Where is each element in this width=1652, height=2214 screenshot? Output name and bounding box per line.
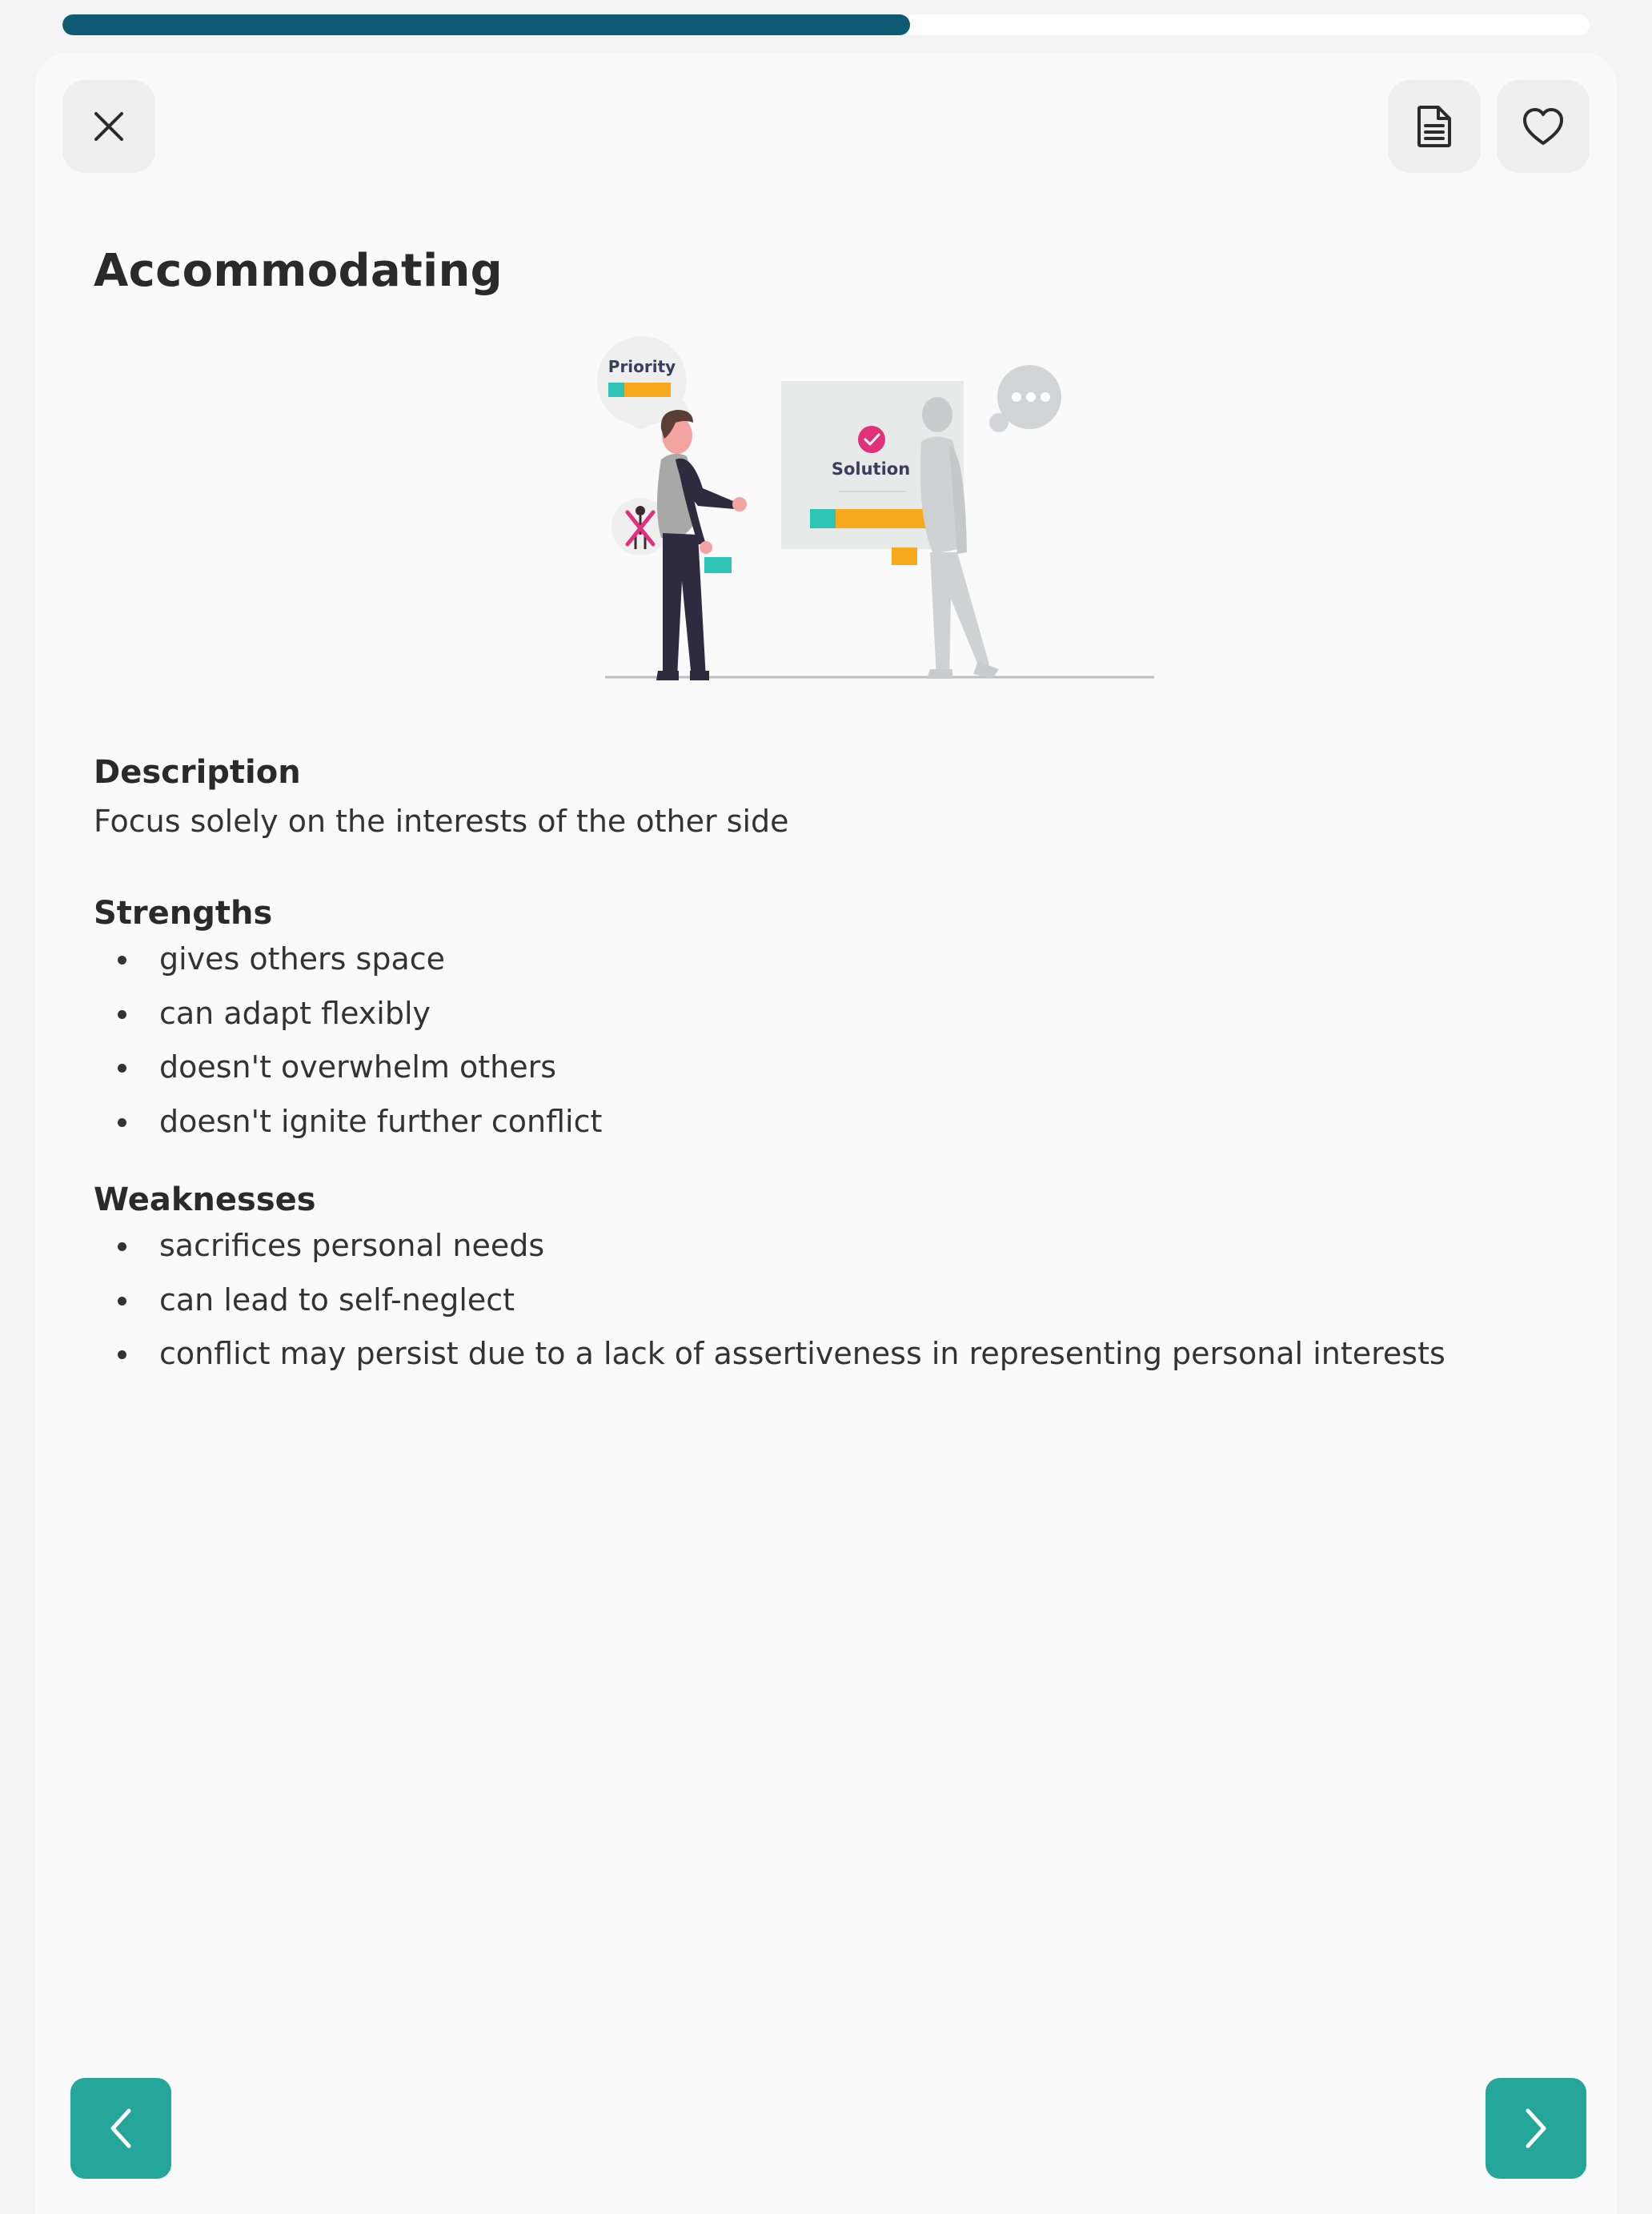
bullet-icon: [118, 1297, 126, 1306]
bullet-icon: [118, 1064, 126, 1073]
accommodating-illustration: [557, 317, 1165, 693]
page-title: Accommodating: [94, 245, 503, 297]
bullet-icon: [118, 1010, 126, 1019]
list-item: can adapt flexibly: [35, 993, 602, 1047]
heart-icon: [1522, 106, 1565, 146]
chevron-right-icon: [1520, 2106, 1552, 2151]
notes-button[interactable]: [1388, 80, 1481, 173]
next-button[interactable]: [1486, 2078, 1586, 2179]
progress-bar: [62, 14, 1590, 35]
document-icon: [1414, 105, 1454, 148]
list-item: conflict may persist due to a lack of assertiveness in representing personal interests: [35, 1333, 1446, 1387]
list-item: doesn't ignite further conflict: [35, 1101, 602, 1155]
progress-bar-fill: [62, 14, 910, 35]
strengths-list: [35, 938, 602, 1154]
weaknesses-list: [35, 1225, 1446, 1387]
solution-label: Solution: [831, 459, 911, 479]
bullet-icon: [118, 1350, 126, 1359]
priority-label: Priority: [607, 357, 676, 376]
list-item: gives others space: [35, 938, 602, 993]
bullet-icon: [118, 956, 126, 965]
list-item: doesn't overwhelm others: [35, 1046, 602, 1101]
description-text: Focus solely on the interests of the other side: [94, 804, 789, 839]
previous-button[interactable]: [70, 2078, 171, 2179]
chevron-left-icon: [105, 2106, 137, 2151]
close-button[interactable]: [62, 80, 155, 173]
strengths-heading: Strengths: [94, 895, 273, 932]
bullet-icon: [118, 1242, 126, 1251]
close-icon: [91, 109, 126, 144]
favorite-button[interactable]: [1497, 80, 1590, 173]
bullet-icon: [118, 1118, 126, 1127]
weaknesses-heading: Weaknesses: [94, 1181, 316, 1218]
list-item: sacrifices personal needs: [35, 1225, 1446, 1279]
list-item: can lead to self-neglect: [35, 1279, 1446, 1334]
content-card: [35, 53, 1617, 2214]
description-heading: Description: [94, 754, 301, 791]
